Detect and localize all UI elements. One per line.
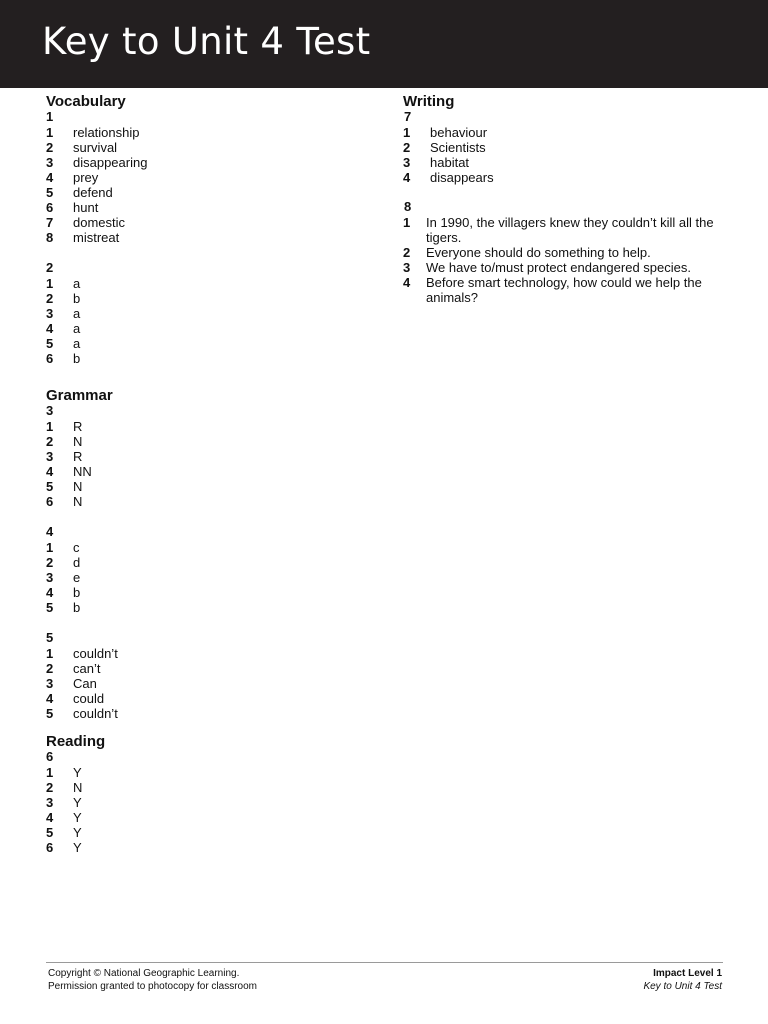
- answer-row: [46, 200, 366, 215]
- answer-row: [46, 336, 366, 351]
- answer-text: could: [73, 691, 105, 706]
- question-number: 2: [46, 260, 54, 275]
- answer-text: We have to/must protect endangered species.: [426, 260, 691, 275]
- answer-row: [46, 185, 366, 200]
- answer-number: 4: [46, 170, 54, 185]
- question-number: 8: [404, 199, 412, 214]
- answer-number: 1: [46, 540, 54, 555]
- answer-text: a: [73, 306, 81, 321]
- question-block: [46, 631, 366, 721]
- answer-row: [403, 275, 723, 305]
- section-title: Vocabulary: [46, 93, 126, 110]
- answer-number: 5: [46, 479, 54, 494]
- answer-number: 2: [403, 245, 411, 260]
- answer-number: 1: [46, 125, 54, 140]
- question-number: 4: [46, 524, 54, 539]
- answer-row: [46, 706, 366, 721]
- answer-row: [46, 676, 366, 691]
- answer-row: [403, 125, 723, 140]
- answer-row: [46, 215, 366, 230]
- answer-text: b: [73, 291, 81, 306]
- answer-text: defend: [73, 185, 113, 200]
- answer-number: 4: [46, 585, 54, 600]
- answer-number: 1: [46, 419, 54, 434]
- answer-number: 3: [403, 260, 411, 275]
- answer-number: 3: [403, 155, 411, 170]
- left-column: [46, 93, 366, 855]
- answer-number: 5: [46, 185, 54, 200]
- answer-row: [46, 351, 366, 366]
- answer-number: 2: [46, 291, 54, 306]
- answer-row: [46, 155, 366, 170]
- answer-number: 1: [46, 646, 54, 661]
- question-block: [46, 261, 366, 366]
- answer-row: [46, 825, 366, 840]
- answer-row: [46, 306, 366, 321]
- answer-number: 5: [46, 706, 54, 721]
- answer-number: 2: [46, 780, 54, 795]
- answer-number: 4: [46, 321, 54, 336]
- answer-number: 3: [46, 449, 54, 464]
- answer-row: [46, 479, 366, 494]
- footer-divider: [46, 962, 723, 963]
- footer-left: [48, 967, 257, 993]
- answer-text: In 1990, the villagers knew they couldn’t kill all the tigers.: [426, 215, 714, 245]
- title-banner: [0, 0, 768, 88]
- answer-row: [46, 170, 366, 185]
- answer-number: 2: [46, 661, 54, 676]
- question-block: [46, 110, 366, 245]
- answer-text: can’t: [73, 661, 101, 676]
- question-number: 1: [46, 109, 54, 124]
- section-grammar: [46, 387, 366, 721]
- answer-text: c: [73, 540, 80, 555]
- answer-row: [46, 125, 366, 140]
- answer-text: NN: [73, 464, 92, 479]
- answer-text: mistreat: [73, 230, 120, 245]
- section-title: Grammar: [46, 387, 113, 404]
- answer-row: [46, 291, 366, 306]
- answer-row: [46, 494, 366, 509]
- answer-text: Scientists: [430, 140, 486, 155]
- answer-row: [403, 170, 723, 185]
- answer-number: 4: [46, 810, 54, 825]
- answer-text: a: [73, 321, 81, 336]
- section-writing: [403, 93, 723, 305]
- footer-doc-title: Key to Unit 4 Test: [643, 981, 722, 992]
- answer-number: 6: [46, 200, 54, 215]
- answer-text: disappears: [430, 170, 494, 185]
- answer-text: b: [73, 600, 81, 615]
- answer-number: 4: [403, 170, 411, 185]
- answer-row: [46, 434, 366, 449]
- answer-number: 4: [403, 275, 411, 290]
- answer-row: [46, 600, 366, 615]
- answer-row: [46, 691, 366, 706]
- answer-text: N: [73, 434, 83, 449]
- answer-text: behaviour: [430, 125, 488, 140]
- question-block: [46, 750, 366, 855]
- answer-number: 4: [46, 691, 54, 706]
- answer-text: R: [73, 419, 83, 434]
- answer-text: couldn’t: [73, 646, 118, 661]
- answer-row: [46, 570, 366, 585]
- answer-number: 5: [46, 336, 54, 351]
- answer-text: R: [73, 449, 83, 464]
- answer-number: 3: [46, 306, 54, 321]
- answer-row: [46, 780, 366, 795]
- question-number: 5: [46, 630, 54, 645]
- answer-row: [46, 321, 366, 336]
- answer-number: 2: [46, 555, 54, 570]
- section-title: Reading: [46, 733, 106, 750]
- answer-number: 4: [46, 464, 54, 479]
- answer-text: prey: [73, 170, 99, 185]
- question-number: 7: [404, 109, 412, 124]
- answer-number: 2: [403, 140, 411, 155]
- answer-row: [46, 419, 366, 434]
- answer-number: 1: [46, 765, 54, 780]
- question-block: [46, 404, 366, 509]
- answer-number: 8: [46, 230, 54, 245]
- answer-text: d: [73, 555, 81, 570]
- answer-row: [46, 140, 366, 155]
- answer-text: relationship: [73, 125, 140, 140]
- answer-text: a: [73, 276, 81, 291]
- footer-copyright: Copyright © National Geographic Learning.: [48, 968, 240, 979]
- answer-row: [46, 449, 366, 464]
- answer-text: domestic: [73, 215, 126, 230]
- answer-number: 3: [46, 155, 54, 170]
- answer-text: Before smart technology, how could we help the animals?: [426, 275, 702, 305]
- answer-text: habitat: [430, 155, 470, 170]
- footer-right: [643, 967, 722, 993]
- answer-text: Y: [73, 810, 82, 825]
- question-block: [403, 200, 723, 305]
- answer-text: N: [73, 479, 83, 494]
- question-block: [46, 525, 366, 615]
- section-reading: [46, 733, 366, 855]
- answer-number: 3: [46, 570, 54, 585]
- answer-number: 7: [46, 215, 54, 230]
- answer-row: [46, 540, 366, 555]
- answer-row: [46, 555, 366, 570]
- question-block: [403, 110, 723, 185]
- answer-number: 1: [403, 125, 411, 140]
- section-title: Writing: [403, 93, 455, 110]
- answer-text: e: [73, 570, 81, 585]
- answer-number: 6: [46, 351, 54, 366]
- question-number: 3: [46, 403, 54, 418]
- answer-row: [403, 140, 723, 155]
- answer-row: [46, 795, 366, 810]
- answer-number: 5: [46, 825, 54, 840]
- answer-row: [403, 155, 723, 170]
- answer-text: b: [73, 585, 81, 600]
- footer-permission: Permission granted to photocopy for classroom: [48, 981, 257, 992]
- answer-number: 6: [46, 840, 54, 855]
- answer-row: [403, 245, 723, 260]
- question-number: 6: [46, 749, 54, 764]
- answer-number: 5: [46, 600, 54, 615]
- footer-level: Impact Level 1: [653, 968, 722, 979]
- answer-text: a: [73, 336, 81, 351]
- answer-text: couldn’t: [73, 706, 118, 721]
- answer-row: [403, 260, 723, 275]
- answer-text: N: [73, 494, 83, 509]
- answer-row: [403, 215, 723, 245]
- answer-number: 3: [46, 676, 54, 691]
- answer-number: 6: [46, 494, 54, 509]
- answer-text: Y: [73, 840, 82, 855]
- answer-text: Y: [73, 825, 82, 840]
- right-column: [403, 93, 723, 305]
- answer-text: Everyone should do something to help.: [426, 245, 651, 260]
- answer-number: 2: [46, 140, 54, 155]
- answer-text: survival: [73, 140, 118, 155]
- answer-row: [46, 646, 366, 661]
- answer-row: [46, 661, 366, 676]
- answer-text: disappearing: [73, 155, 148, 170]
- section-vocabulary: [46, 93, 366, 366]
- answer-number: 1: [403, 215, 411, 230]
- answer-text: Y: [73, 765, 82, 780]
- answer-number: 1: [46, 276, 54, 291]
- answer-row: [46, 276, 366, 291]
- answer-row: [46, 464, 366, 479]
- answer-text: Y: [73, 795, 82, 810]
- answer-row: [46, 810, 366, 825]
- answer-text: N: [73, 780, 83, 795]
- answer-number: 2: [46, 434, 54, 449]
- answer-row: [46, 765, 366, 780]
- answer-text: Can: [73, 676, 97, 691]
- answer-row: [46, 585, 366, 600]
- answer-text: hunt: [73, 200, 99, 215]
- page-title: Key to Unit 4 Test: [42, 20, 371, 63]
- answer-row: [46, 230, 366, 245]
- answer-text: b: [73, 351, 81, 366]
- answer-row: [46, 840, 366, 855]
- answer-number: 3: [46, 795, 54, 810]
